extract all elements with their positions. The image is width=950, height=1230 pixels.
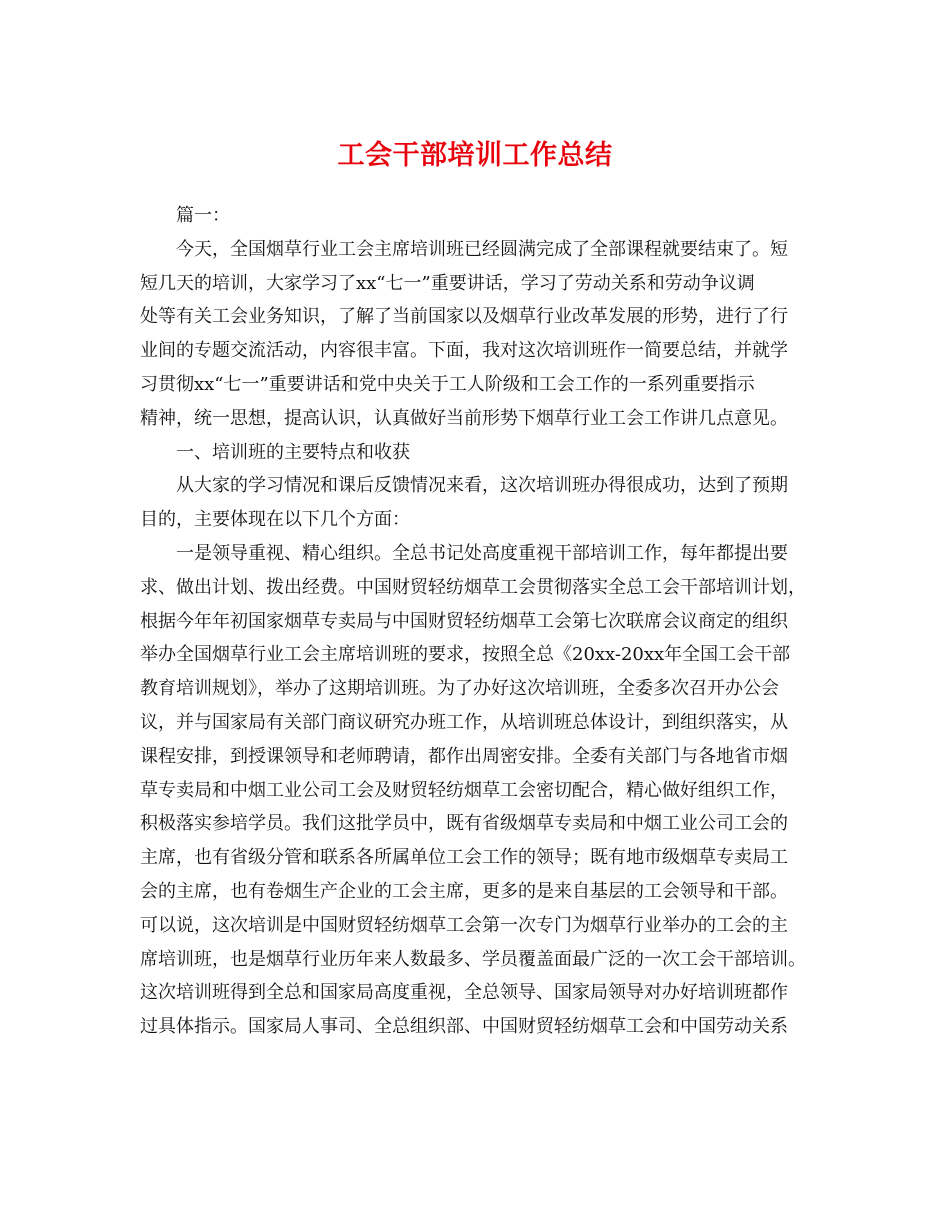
document-body (140, 199, 820, 1044)
text-line: 积极落实参培学员。我们这批学员中，既有省级烟草专卖局和中烟工业公司工会的 (140, 813, 788, 835)
text-line: 会的主席，也有卷烟生产企业的工会主席，更多的是来自基层的工会领导和干部。 (140, 880, 788, 902)
text-line: 目的，主要体现在以下几个方面： (140, 509, 410, 531)
text-line: 主席，也有省级分管和联系各所属单位工会工作的领导；既有地市级烟草专卖局工 (140, 847, 788, 869)
text-line: 教育培训规划》，举办了这期培训班。为了办好这次培训班，全委多次召开办公会 (140, 678, 779, 700)
text-line: 求、做出计划、拨出经费。中国财贸轻纺烟草工会贯彻落实全总工会干部培训计划， (140, 576, 806, 598)
text-line: 业间的专题交流活动，内容很丰富。下面，我对这次培训班作一简要总结，并就学 (140, 340, 788, 362)
text-line: 议，并与国家局有关部门商议研究办班工作，从培训班总体设计，到组织落实，从 (140, 711, 788, 733)
text-line: 今天，全国烟草行业工会主席培训班已经圆满完成了全部课程就要结束了。短 (176, 238, 788, 260)
text-line: 一是领导重视、精心组织。全总书记处高度重视干部培训工作，每年都提出要 (176, 542, 788, 564)
text-line: 精神，统一思想，提高认识，认真做好当前形势下烟草行业工会工作讲几点意见。 (140, 407, 788, 429)
text-line: 习贯彻xx“七一”重要讲话和党中央关于工人阶级和工会工作的一系列重要指示 (140, 373, 755, 395)
text-line: 席培训班，也是烟草行业历年来人数最多、学员覆盖面最广泛的一次工会干部培训。 (140, 948, 806, 970)
text-line: 根据今年年初国家烟草专卖局与中国财贸轻纺烟草工会第七次联席会议商定的组织 (140, 610, 788, 632)
text-line: 可以说，这次培训是中国财贸轻纺烟草工会第一次专门为烟草行业举办的工会的主 (140, 914, 788, 936)
text-line: 举办全国烟草行业工会主席培训班的要求，按照全总《20xx-20xx年全国工会干部 (140, 644, 791, 666)
text-line: 过具体指示。国家局人事司、全总组织部、中国财贸轻纺烟草工会和中国劳动关系 (140, 1016, 788, 1038)
text-line: 处等有关工会业务知识，了解了当前国家以及烟草行业改革发展的形势，进行了行 (140, 306, 788, 328)
text-line: 课程安排，到授课领导和老师聘请，都作出周密安排。全委有关部门与各地省市烟 (140, 745, 788, 767)
text-line: 从大家的学习情况和课后反馈情况来看，这次培训班办得很成功，达到了预期 (176, 475, 788, 497)
text-line: 短几天的培训，大家学习了xx“七一”重要讲话，学习了劳动关系和劳动争议调 (140, 272, 755, 294)
text-line: 草专卖局和中烟工业公司工会及财贸轻纺烟草工会密切配合，精心做好组织工作， (140, 779, 788, 801)
text-line: 篇一： (176, 205, 230, 226)
document-title: 工会干部培训工作总结 (337, 140, 613, 171)
text-line: 这次培训班得到全总和国家局高度重视，全总领导、国家局领导对办好培训班都作 (140, 982, 788, 1004)
text-line: 一、培训班的主要特点和收获 (176, 441, 410, 463)
